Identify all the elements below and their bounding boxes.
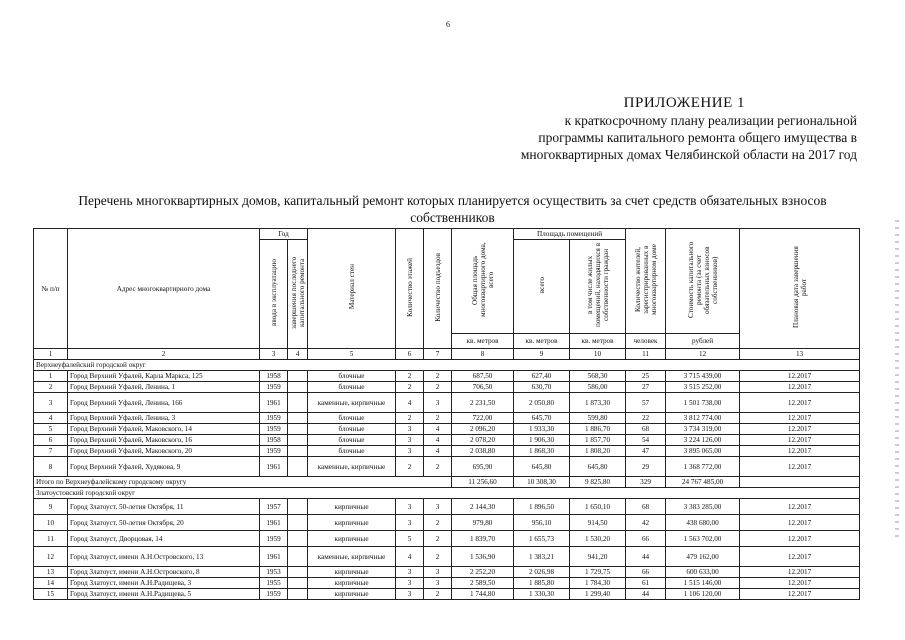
col-number: 11 xyxy=(626,349,666,360)
cell-w: каменные, кирпичные xyxy=(308,457,396,477)
cell-c: 438 680,00 xyxy=(666,515,740,531)
cell-w: блочные xyxy=(308,435,396,446)
cell-n: 3 xyxy=(34,393,68,413)
cell-w: блочные xyxy=(308,371,396,382)
cell-r xyxy=(288,531,308,547)
table-row xyxy=(34,567,860,578)
cell-c: 3 515 252,00 xyxy=(666,382,740,393)
cell-c: 3 383 285,00 xyxy=(666,499,740,515)
cell-y: 1959 xyxy=(260,589,288,600)
cell-n: 6 xyxy=(34,435,68,446)
cell-r xyxy=(288,393,308,413)
cell-d: 12.2017 xyxy=(740,567,860,578)
cell-c: 1 515 146,00 xyxy=(666,578,740,589)
cell-d: 12.2017 xyxy=(740,457,860,477)
cell-pa: 1 330,30 xyxy=(514,589,570,600)
cell-e: 4 xyxy=(424,424,452,435)
cell-ta: 2 252,20 xyxy=(452,567,514,578)
cell-po: 1 299,40 xyxy=(570,589,626,600)
cell-po: 1 784,30 xyxy=(570,578,626,589)
header-walls: Материал стен xyxy=(308,229,396,349)
cell-a: Город Верхний Уфалей, Маковского, 14 xyxy=(68,424,260,435)
cell-w: кирпичные xyxy=(308,531,396,547)
cell-w: каменные, кирпичные xyxy=(308,393,396,413)
cell-n: 14 xyxy=(34,578,68,589)
cell-po: 1 886,70 xyxy=(570,424,626,435)
cell-y: 1961 xyxy=(260,547,288,567)
cell-pa: 2 050,80 xyxy=(514,393,570,413)
cell-d: 12.2017 xyxy=(740,446,860,457)
appendix-block xyxy=(437,95,857,163)
cell-r xyxy=(288,435,308,446)
cell-f: 3 xyxy=(396,567,424,578)
appendix-title: ПРИЛОЖЕНИЕ 1 xyxy=(623,95,745,111)
cell-f: 2 xyxy=(396,371,424,382)
header-premises-area: Площадь помещений xyxy=(514,229,626,240)
unit-premises-total: кв. метров xyxy=(514,334,570,349)
cell-w: кирпичные xyxy=(308,567,396,578)
cell-pa: 645,70 xyxy=(514,413,570,424)
cell-p: 44 xyxy=(626,589,666,600)
cell-p: 44 xyxy=(626,547,666,567)
cell-c: 1 501 738,00 xyxy=(666,393,740,413)
cell-f: 2 xyxy=(396,413,424,424)
cell-r xyxy=(288,371,308,382)
cell-n: 15 xyxy=(34,589,68,600)
cell-p: 27 xyxy=(626,382,666,393)
cell-p: 47 xyxy=(626,446,666,457)
cell-pa: 1 868,30 xyxy=(514,446,570,457)
table-row xyxy=(34,446,860,457)
cell-r xyxy=(288,499,308,515)
cell-po: 1 650,10 xyxy=(570,499,626,515)
cell-w: блочные xyxy=(308,382,396,393)
cell-y: 1959 xyxy=(260,382,288,393)
cell-a: Город Верхний Уфалей, Ленина, 3 xyxy=(68,413,260,424)
cell-n: 7 xyxy=(34,446,68,457)
cell-ta: 706,50 xyxy=(452,382,514,393)
table-row xyxy=(34,371,860,382)
cell-e: 2 xyxy=(424,413,452,424)
cell-y: 1958 xyxy=(260,371,288,382)
cell-e: 4 xyxy=(424,435,452,446)
cell-po: 586,00 xyxy=(570,382,626,393)
cell-e: 2 xyxy=(424,382,452,393)
cell-c: 1 368 772,00 xyxy=(666,457,740,477)
cell-y: 1961 xyxy=(260,393,288,413)
cell-r xyxy=(288,589,308,600)
cell-p: 68 xyxy=(626,424,666,435)
cell-r xyxy=(288,446,308,457)
cell-po: 568,30 xyxy=(570,371,626,382)
cell-pa: 645,80 xyxy=(514,457,570,477)
cell-p: 29 xyxy=(626,457,666,477)
total-p: 329 xyxy=(626,477,666,488)
cell-e: 2 xyxy=(424,515,452,531)
cell-p: 57 xyxy=(626,393,666,413)
cell-po: 645,80 xyxy=(570,457,626,477)
cell-n: 10 xyxy=(34,515,68,531)
col-number: 10 xyxy=(570,349,626,360)
cell-f: 3 xyxy=(396,499,424,515)
table-row xyxy=(34,515,860,531)
cell-c: 479 162,00 xyxy=(666,547,740,567)
cell-p: 68 xyxy=(626,499,666,515)
cell-pa: 956,10 xyxy=(514,515,570,531)
header-deadline: Плановая дата завершения работ xyxy=(740,229,860,349)
cell-r xyxy=(288,547,308,567)
cell-y: 1953 xyxy=(260,567,288,578)
cell-f: 3 xyxy=(396,589,424,600)
header-year: Год xyxy=(260,229,308,240)
header-address: Адрес многоквартирного дома xyxy=(68,229,260,349)
cell-r xyxy=(288,578,308,589)
cell-e: 2 xyxy=(424,589,452,600)
cell-e: 2 xyxy=(424,457,452,477)
col-number: 4 xyxy=(288,349,308,360)
appendix-line-2: программы капитального ремонта общего имущества в xyxy=(538,130,857,145)
cell-ta: 722,00 xyxy=(452,413,514,424)
cell-d: 12.2017 xyxy=(740,589,860,600)
cell-n: 9 xyxy=(34,499,68,515)
cell-d: 12.2017 xyxy=(740,499,860,515)
cell-c: 3 734 319,00 xyxy=(666,424,740,435)
cell-po: 1 530,20 xyxy=(570,531,626,547)
cell-a: Город Златоуст, 50-летия Октября, 11 xyxy=(68,499,260,515)
cell-c: 3 715 439,00 xyxy=(666,371,740,382)
cell-pa: 1 383,21 xyxy=(514,547,570,567)
header-entrances: Количество подъездов xyxy=(424,229,452,349)
cell-n: 12 xyxy=(34,547,68,567)
header-number: № п/п xyxy=(34,229,68,349)
total-empty xyxy=(740,477,860,488)
col-number: 12 xyxy=(666,349,740,360)
cell-r xyxy=(288,567,308,578)
cell-pa: 1 896,50 xyxy=(514,499,570,515)
cell-ta: 2 096,20 xyxy=(452,424,514,435)
cell-e: 2 xyxy=(424,531,452,547)
cell-r xyxy=(288,515,308,531)
cell-f: 3 xyxy=(396,424,424,435)
section-row xyxy=(34,360,860,371)
cell-po: 941,20 xyxy=(570,547,626,567)
cell-p: 66 xyxy=(626,531,666,547)
cell-w: каменные, кирпичные xyxy=(308,547,396,567)
cell-a: Город Златоуст, имени А.Н.Радищева, 3 xyxy=(68,578,260,589)
total-pa: 10 308,30 xyxy=(514,477,570,488)
cell-w: кирпичные xyxy=(308,578,396,589)
cell-d: 12.2017 xyxy=(740,413,860,424)
total-ta: 11 256,60 xyxy=(452,477,514,488)
cell-a: Город Златоуст, 50-летия Октября, 20 xyxy=(68,515,260,531)
cell-pa: 1 655,73 xyxy=(514,531,570,547)
table-row xyxy=(34,435,860,446)
cell-a: Город Златоуст, Дворцовая, 14 xyxy=(68,531,260,547)
col-number: 5 xyxy=(308,349,396,360)
cell-ta: 687,50 xyxy=(452,371,514,382)
cell-a: Город Верхний Уфалей, Маковского, 20 xyxy=(68,446,260,457)
cell-a: Город Верхний Уфалей, Ленина, 1 xyxy=(68,382,260,393)
cell-y: 1957 xyxy=(260,499,288,515)
col-number: 13 xyxy=(740,349,860,360)
cell-y: 1955 xyxy=(260,578,288,589)
cell-c: 1 106 120,00 xyxy=(666,589,740,600)
cell-w: блочные xyxy=(308,446,396,457)
table-row xyxy=(34,499,860,515)
cell-d: 12.2017 xyxy=(740,371,860,382)
cell-r xyxy=(288,413,308,424)
header-premises-owned: в том числе жилых помещений, находящихся в собственности граждан xyxy=(570,240,626,334)
cell-d: 12.2017 xyxy=(740,424,860,435)
cell-c: 1 563 702,00 xyxy=(666,531,740,547)
cell-ta: 2 144,30 xyxy=(452,499,514,515)
cell-d: 12.2017 xyxy=(740,578,860,589)
total-row xyxy=(34,477,860,488)
cell-n: 2 xyxy=(34,382,68,393)
table-row xyxy=(34,413,860,424)
column-numbers-row xyxy=(34,349,860,360)
col-number: 3 xyxy=(260,349,288,360)
cell-ta: 1 839,70 xyxy=(452,531,514,547)
section-title: Златоустовский городской округ xyxy=(34,488,860,499)
cell-c: 3 812 774,00 xyxy=(666,413,740,424)
header-cost: Стоимость капитального ремонта (за счет обязательных взносов собственников) xyxy=(666,229,740,334)
cell-pa: 630,70 xyxy=(514,382,570,393)
cell-y: 1959 xyxy=(260,424,288,435)
cell-w: блочные xyxy=(308,413,396,424)
cell-f: 4 xyxy=(396,393,424,413)
cell-p: 61 xyxy=(626,578,666,589)
cell-c: 3 895 065,00 xyxy=(666,446,740,457)
cell-ta: 979,80 xyxy=(452,515,514,531)
col-number: 9 xyxy=(514,349,570,360)
table-row xyxy=(34,393,860,413)
col-number: 2 xyxy=(68,349,260,360)
cell-p: 54 xyxy=(626,435,666,446)
cell-e: 3 xyxy=(424,393,452,413)
header-year-built: ввода в эксплуатацию xyxy=(260,240,288,349)
cell-y: 1958 xyxy=(260,435,288,446)
cell-po: 599,80 xyxy=(570,413,626,424)
cell-po: 1 729,75 xyxy=(570,567,626,578)
unit-total-area: кв. метров xyxy=(452,334,514,349)
section-row xyxy=(34,488,860,499)
cell-e: 4 xyxy=(424,446,452,457)
header-floors: Количество этажей xyxy=(396,229,424,349)
table-row xyxy=(34,424,860,435)
buildings-table xyxy=(33,228,860,600)
header-premises-total: всего xyxy=(514,240,570,334)
table-row xyxy=(34,531,860,547)
cell-e: 3 xyxy=(424,567,452,578)
cell-f: 2 xyxy=(396,457,424,477)
section-title: Верхнеуфалейский городской округ xyxy=(34,360,860,371)
cell-d: 12.2017 xyxy=(740,393,860,413)
cell-d: 12.2017 xyxy=(740,515,860,531)
cell-d: 12.2017 xyxy=(740,382,860,393)
cell-f: 4 xyxy=(396,547,424,567)
cell-f: 5 xyxy=(396,531,424,547)
col-number: 6 xyxy=(396,349,424,360)
cell-a: Город Верхний Уфалей, Маковского, 16 xyxy=(68,435,260,446)
document-heading: Перечень многоквартирных домов, капитальный ремонт которых планируется осуществить за счет средств обязательных взносов собственников xyxy=(78,193,827,225)
cell-w: кирпичные xyxy=(308,515,396,531)
total-label: Итого по Верхнеуфалейскому городскому округу xyxy=(34,477,452,488)
cell-n: 5 xyxy=(34,424,68,435)
cell-w: кирпичные xyxy=(308,499,396,515)
cell-d: 12.2017 xyxy=(740,531,860,547)
cell-w: блочные xyxy=(308,424,396,435)
cell-a: Город Верхний Уфалей, Ленина, 166 xyxy=(68,393,260,413)
cell-ta: 1 744,80 xyxy=(452,589,514,600)
cell-e: 3 xyxy=(424,578,452,589)
cell-y: 1959 xyxy=(260,531,288,547)
cell-p: 22 xyxy=(626,413,666,424)
cell-ta: 1 536,90 xyxy=(452,547,514,567)
cell-a: Город Верхний Уфалей, Карла Маркса, 125 xyxy=(68,371,260,382)
cell-po: 1 808,20 xyxy=(570,446,626,457)
cell-n: 13 xyxy=(34,567,68,578)
cell-y: 1959 xyxy=(260,446,288,457)
cell-a: Город Златоуст, имени А.Н.Радищева, 5 xyxy=(68,589,260,600)
cell-pa: 2 026,98 xyxy=(514,567,570,578)
col-number: 7 xyxy=(424,349,452,360)
cell-f: 3 xyxy=(396,446,424,457)
cell-pa: 1 885,80 xyxy=(514,578,570,589)
unit-cost: рублей xyxy=(666,334,740,349)
cell-f: 2 xyxy=(396,382,424,393)
cell-y: 1961 xyxy=(260,515,288,531)
table-row xyxy=(34,457,860,477)
table-row xyxy=(34,578,860,589)
table-row xyxy=(34,547,860,567)
cell-ta: 2 078,20 xyxy=(452,435,514,446)
header-residents: Количество жителей, зарегистрированных в многоквартирном доме xyxy=(626,229,666,334)
cell-y: 1961 xyxy=(260,457,288,477)
table-row xyxy=(34,589,860,600)
cell-ta: 695,90 xyxy=(452,457,514,477)
page-number: 6 xyxy=(446,20,450,29)
total-c: 24 767 485,00 xyxy=(666,477,740,488)
cell-ta: 2 231,50 xyxy=(452,393,514,413)
cell-p: 66 xyxy=(626,567,666,578)
cell-d: 12.2017 xyxy=(740,435,860,446)
col-number: 1 xyxy=(34,349,68,360)
cell-r xyxy=(288,424,308,435)
appendix-line-1: к краткосрочному плану реализации региональной xyxy=(564,113,857,128)
cell-c: 3 224 126,00 xyxy=(666,435,740,446)
table-row xyxy=(34,382,860,393)
cell-a: Город Златоуст, имени А.Н.Островского, 13 xyxy=(68,547,260,567)
header-total-area: Общая площадь многоквартирного дома, всего xyxy=(452,229,514,334)
cell-p: 25 xyxy=(626,371,666,382)
cell-d: 12.2017 xyxy=(740,547,860,567)
cell-pa: 1 933,30 xyxy=(514,424,570,435)
cell-f: 3 xyxy=(396,578,424,589)
scan-edge-artifact xyxy=(895,220,899,540)
cell-pa: 627,40 xyxy=(514,371,570,382)
header-year-repair: завершения последнего капитального ремонта xyxy=(288,240,308,349)
cell-w: кирпичные xyxy=(308,589,396,600)
cell-pa: 1 906,30 xyxy=(514,435,570,446)
cell-po: 1 857,70 xyxy=(570,435,626,446)
cell-ta: 2 038,80 xyxy=(452,446,514,457)
unit-residents: человек xyxy=(626,334,666,349)
cell-f: 3 xyxy=(396,435,424,446)
cell-e: 3 xyxy=(424,499,452,515)
cell-a: Город Златоуст, имени А.Н.Островского, 8 xyxy=(68,567,260,578)
cell-a: Город Верхний Уфалей, Худякова, 9 xyxy=(68,457,260,477)
cell-n: 1 xyxy=(34,371,68,382)
appendix-line-3: многоквартирных домах Челябинской области на 2017 год xyxy=(520,147,857,162)
cell-r xyxy=(288,382,308,393)
cell-p: 42 xyxy=(626,515,666,531)
unit-premises-owned: кв. метров xyxy=(570,334,626,349)
cell-n: 11 xyxy=(34,531,68,547)
cell-n: 4 xyxy=(34,413,68,424)
col-number: 8 xyxy=(452,349,514,360)
cell-po: 914,50 xyxy=(570,515,626,531)
cell-y: 1959 xyxy=(260,413,288,424)
cell-n: 8 xyxy=(34,457,68,477)
total-po: 9 825,80 xyxy=(570,477,626,488)
cell-ta: 2 589,50 xyxy=(452,578,514,589)
cell-e: 2 xyxy=(424,371,452,382)
cell-c: 600 633,00 xyxy=(666,567,740,578)
cell-po: 1 873,30 xyxy=(570,393,626,413)
cell-e: 2 xyxy=(424,547,452,567)
cell-f: 3 xyxy=(396,515,424,531)
cell-r xyxy=(288,457,308,477)
